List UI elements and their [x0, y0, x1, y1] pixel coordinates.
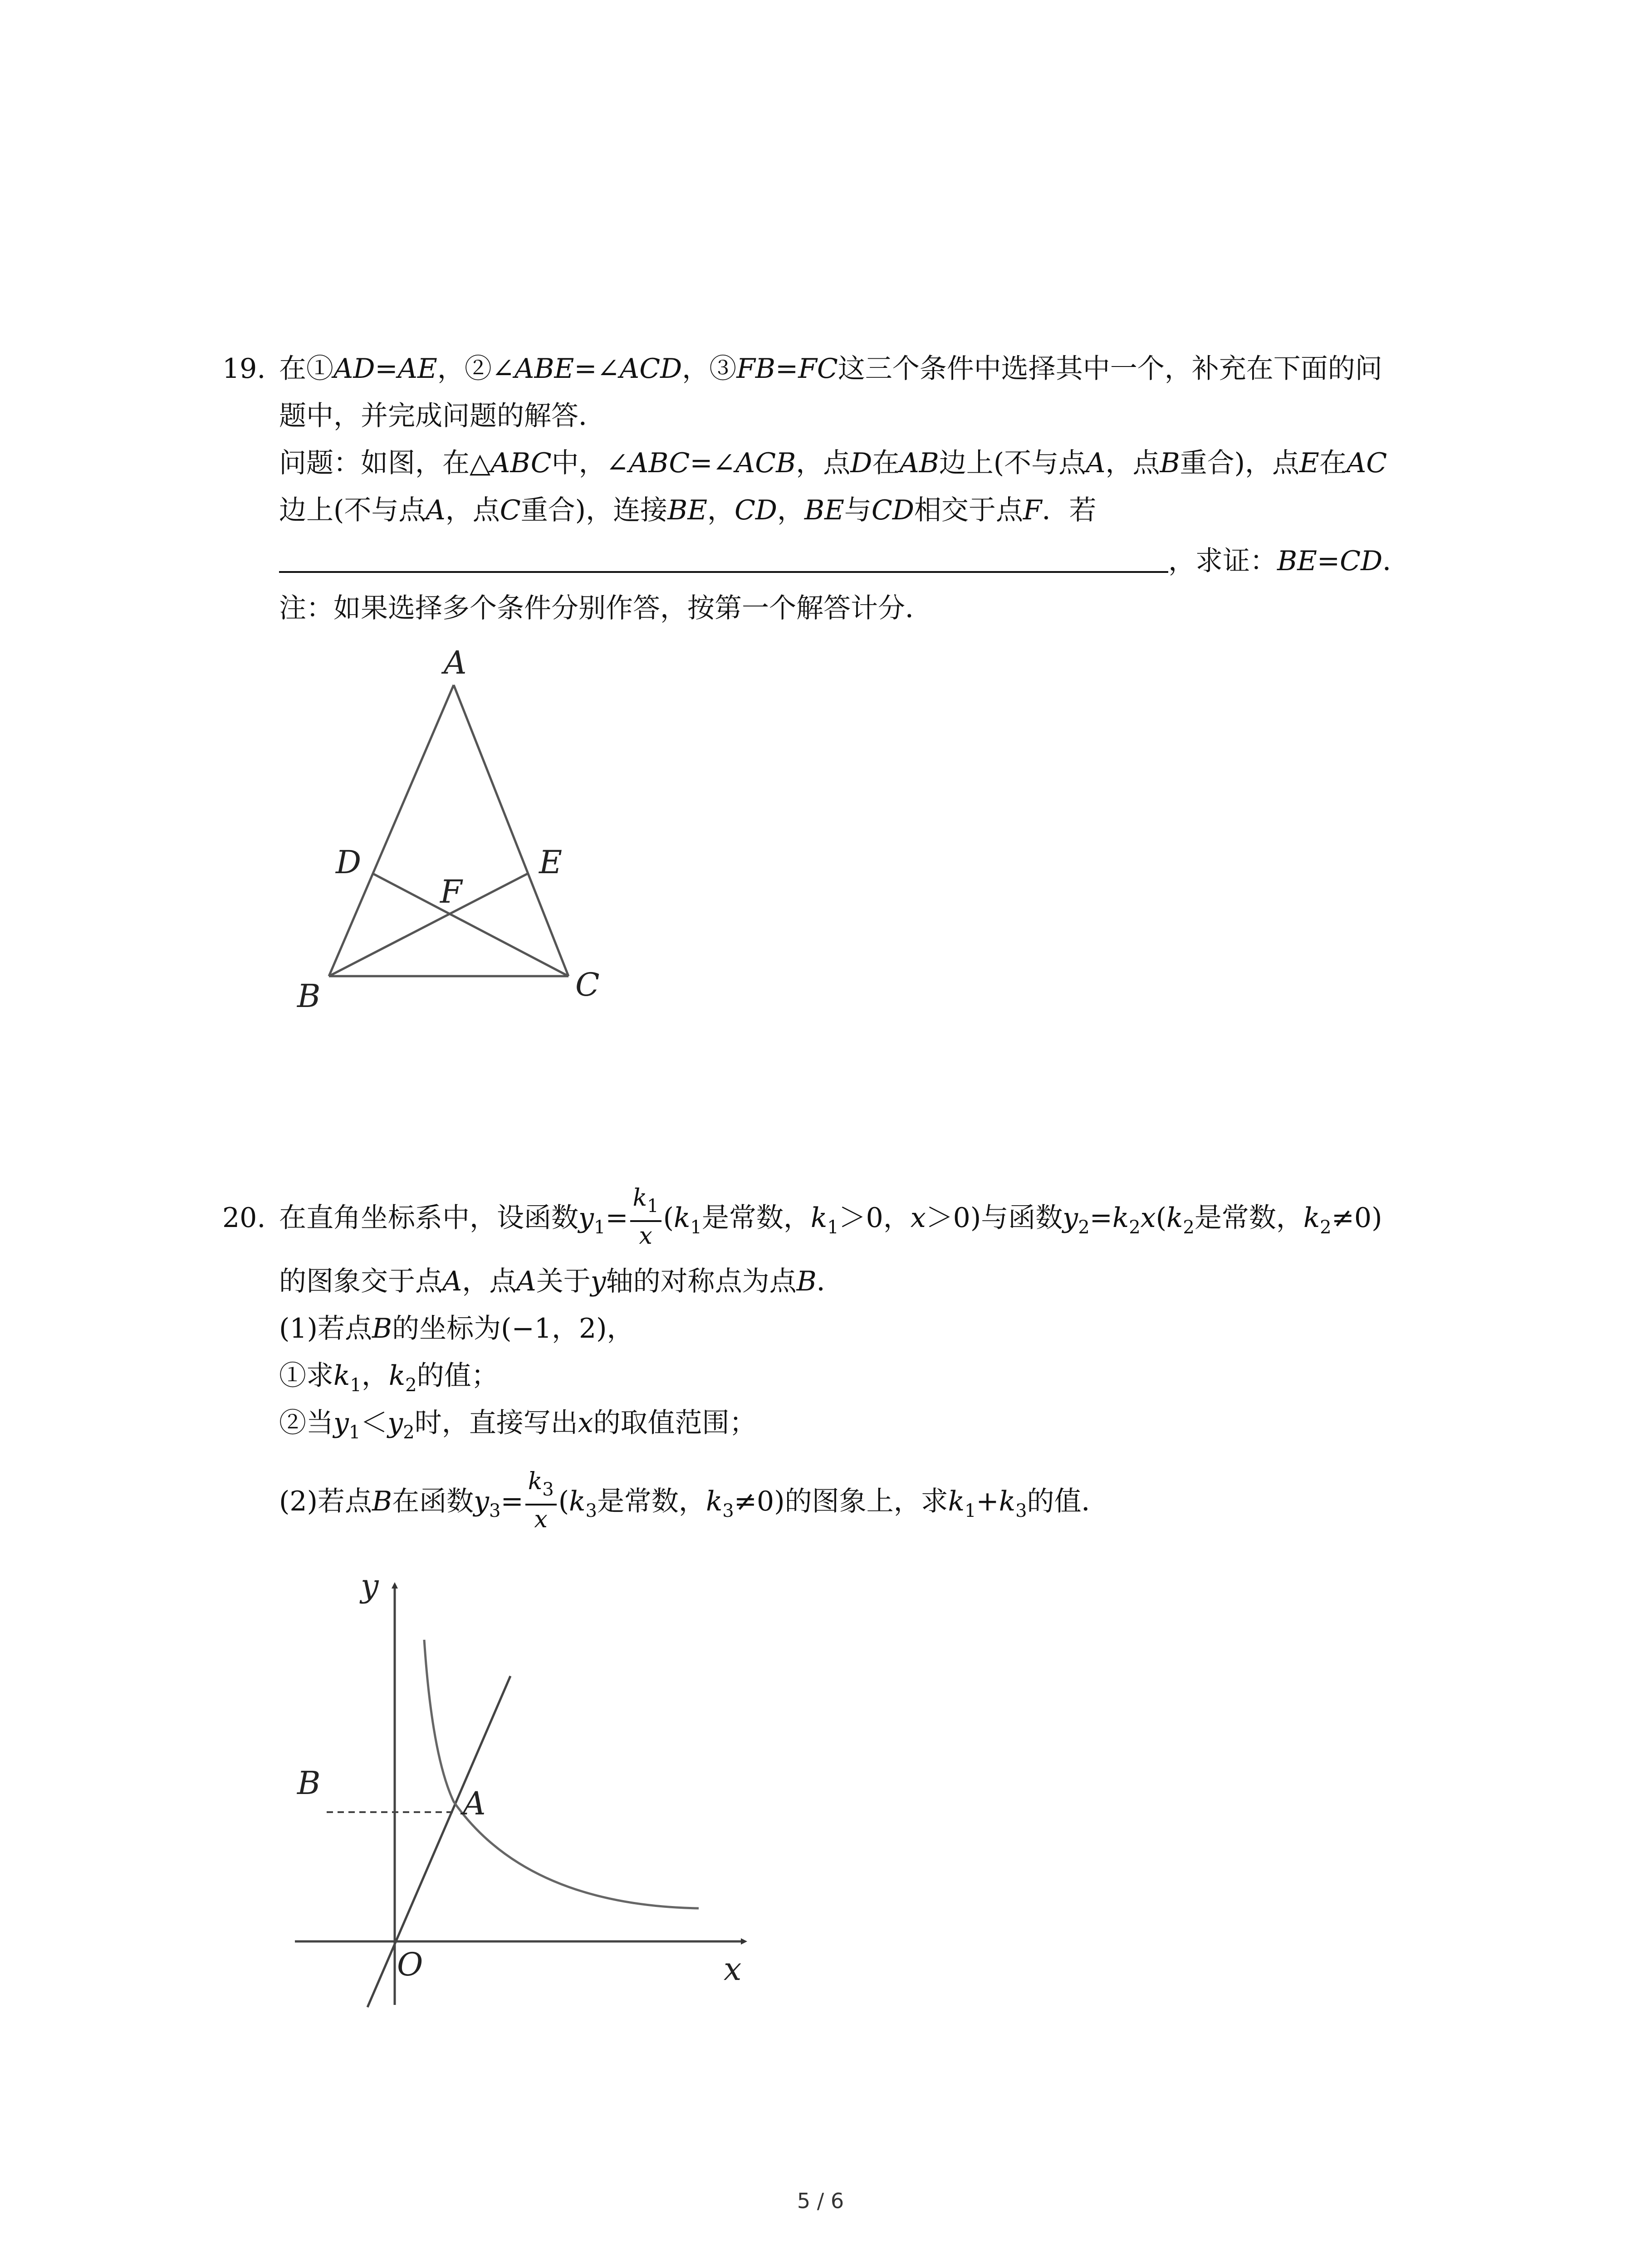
label-A: A [444, 644, 467, 681]
fraction-k1-over-x: $\frac{k_1}{x}$ [630, 1184, 661, 1250]
label-x: x [724, 1950, 742, 1988]
q20-line-2: 的图象交于点A，点A关于y轴的对称点为点B． [279, 1266, 844, 1297]
label-B: B [297, 1765, 321, 1802]
q19-line-1: 在①AD=AE，②∠ABE=∠ACD，③FB=FC这三个条件中选择其中一个，补充在下面的问 [279, 353, 1382, 385]
q19-line-4: 边上(不与点A，点C重合)，连接BE，CD，BE与CD相交于点F．若 [279, 494, 1097, 526]
q20-graph-figure [272, 1560, 771, 2023]
q19-line-3: 问题：如图，在△ABC中，∠ABC=∠ACB，点D在AB边上(不与点A，点B重合)，点E在AC [279, 447, 1387, 479]
label-y: y [361, 1567, 379, 1604]
label-D: D [336, 844, 362, 881]
q19-note: 注：如果选择多个条件分别作答，按第一个解答计分． [279, 592, 932, 624]
q19-number: 19. [222, 353, 266, 385]
q19-line-2: 题中，并完成问题的解答． [279, 400, 606, 432]
segment-AB [329, 685, 454, 976]
segment-BE [329, 873, 529, 976]
q20-line-5: ②当$y_1<y_2$时，直接写出x的取值范围； [279, 1407, 757, 1443]
fraction-k3-over-x: $\frac{k_3}{x}$ [525, 1467, 557, 1534]
label-F: F [440, 873, 462, 910]
label-A: A [463, 1785, 486, 1822]
q20-line-4: ①求$k_1$，$k_2$的值； [279, 1360, 499, 1396]
segment-AC [454, 685, 568, 976]
answer-blank[interactable] [279, 544, 1168, 573]
q20-line-6: (2)若点B在函数$y_3=$ $\frac{k_3}{x}$ ($k_3$是常数，$k_3\ne 0$)的图象上，求$k_1+k_3$的值． [279, 1468, 1109, 1534]
label-C: C [575, 966, 600, 1003]
q20-line-1: 在直角坐标系中，设函数$y_1=$ $\frac{k_1}{x}$ ($k_1$是常数，$k_1>0$，x＞0)与函数$y_2=k_2x(k_2$是常数，$k_2\ne 0$) [279, 1184, 1382, 1250]
q20-line-3: (1)若点B的坐标为(−1，2)， [279, 1313, 634, 1344]
label-B: B [297, 978, 321, 1015]
segment-CD [372, 873, 568, 976]
label-E: E [539, 844, 563, 881]
page-number: 5 / 6 [797, 2189, 844, 2213]
label-O: O [397, 1946, 423, 1983]
curve-y1 [424, 1640, 699, 1908]
q19-triangle-figure [272, 635, 635, 1034]
q20-number: 20. [222, 1202, 266, 1234]
q19-line-5: ，求证：BE=CD． [279, 541, 1410, 582]
